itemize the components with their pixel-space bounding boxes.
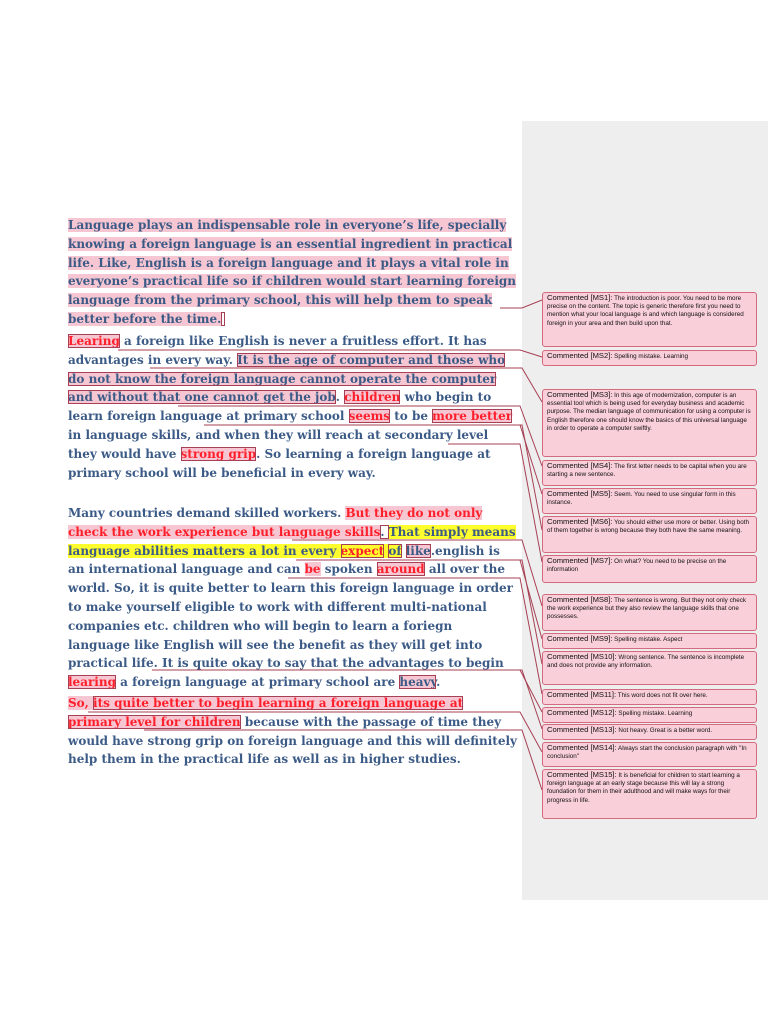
text-run: who begin to learn foreign language at primary school <box>68 390 492 424</box>
text-run: in language skills, and when they will reach at secondary level they would have <box>68 427 489 461</box>
text-run: Many countries demand skilled workers. <box>68 506 346 520</box>
comment-text: The sentence is wrong. But they not only check the work experience but they also review the language skills that one possesses. <box>547 597 747 621</box>
text-run: .english is an international language and can <box>68 543 500 577</box>
comment-balloon-ms12[interactable] <box>542 707 757 723</box>
comment-text: Seem. You need to use singular form in this instance. <box>547 491 736 507</box>
comment-balloon-ms2[interactable] <box>542 350 757 366</box>
comment-label: Commented [MS1]: <box>547 293 613 302</box>
comment-balloon-ms15[interactable] <box>542 769 757 819</box>
commented-word-so[interactable]: So, <box>68 696 94 710</box>
commented-range-ms1[interactable]: Language plays an indispensable role in everyone’s life, specially knowing a foreign language is an essential ingredient in practical life. Like, English is a foreign language and it plays a vital role in everyone’s practical life so if children would start learning foreign language from the primary school, this will help them to speak better before the time. <box>68 218 517 326</box>
comment-label: Commented [MS4]: <box>547 461 613 470</box>
comment-text: In this age of modernization, computer is an essential tool which is being used for everyday business and academic purpose. The median language of communication for using a computer is English therefore one should know the basics of this universal language in order to operate a computer swiftly. <box>547 392 751 432</box>
comment-balloon-ms10[interactable] <box>542 651 757 685</box>
comment-text: Spelling mistake. Learning <box>618 710 693 717</box>
text-run: all over the world. So, it is quite better to learn this foreign language in order to make yourself eligible to work with different multi-national companies etc. children who will begin to learn a foriegn language like English will see the benefit as they will get into practical life. It is quite okay to say that the advantages to begin <box>68 562 513 671</box>
commented-range-ms3[interactable]: It is the age of computer and those who do not know the foreign language cannot operate the computer and without that one cannot get the job <box>68 352 506 405</box>
paragraph-conclusion <box>68 694 518 769</box>
comment-label: Commented [MS7]: <box>547 556 613 565</box>
comment-anchor-ms1[interactable] <box>221 312 225 326</box>
comment-balloon-ms11[interactable] <box>542 689 757 705</box>
comment-text: Not heavy. Great is a better word. <box>618 727 713 734</box>
text-run: . <box>380 524 389 539</box>
highlighted-sentence-ms10[interactable]: That simply means language abilities matters a lot in every <box>68 524 516 558</box>
comment-balloon-ms8[interactable] <box>542 594 757 631</box>
comment-text: The first letter needs to be capital when you are starting a new sentence. <box>547 463 747 479</box>
comment-label: Commented [MS11]: <box>547 690 617 699</box>
comment-text: Spelling mistake. Learning <box>614 353 689 360</box>
comment-balloon-ms6[interactable] <box>542 516 757 553</box>
text-run: to be <box>390 409 433 424</box>
comment-text: The introduction is poor. You need to be more precise on the content. The topic is generic therefore first you need to mention what your local language is and which language is considered foreign in your area and then build upon that. <box>547 295 744 327</box>
paragraph-introduction <box>68 216 518 329</box>
comment-text: On what? You need to be precise on the information <box>547 558 727 574</box>
comment-label: Commented [MS6]: <box>547 517 613 526</box>
text-run: because with the passage of time they would have strong grip on foreign language and this will definitely help them in the practical life as well as in higher studies. <box>68 714 518 767</box>
error-phrase-more-better[interactable]: more better <box>432 409 513 424</box>
comment-label: Commented [MS12]: <box>547 708 617 717</box>
comment-label: Commented [MS2]: <box>547 351 613 360</box>
text-run: . So learning a foreign language at primary school will be beneficial in every way. <box>68 446 491 480</box>
comment-label: Commented [MS3]: <box>547 390 613 399</box>
comment-label: Commented [MS14]: <box>547 743 617 752</box>
text-run: . <box>436 675 441 690</box>
error-word-seems[interactable]: seems <box>348 409 391 424</box>
error-word-expect[interactable]: expect <box>340 543 385 558</box>
error-word-around[interactable]: around <box>376 562 425 577</box>
commented-range-ms15[interactable]: its quite better to begin learning a foreign language at primary level for children <box>68 696 464 729</box>
comment-balloon-ms9[interactable] <box>542 633 757 649</box>
paragraph-advantages <box>68 332 518 482</box>
commented-word-heavy[interactable]: heavy <box>399 675 437 690</box>
comment-text: It is beneficial for children to start learning a foreign language at an early stage because this will lay a strong foundation for them in their adulthood and will make ways for their progress in life. <box>547 772 740 804</box>
error-word-be[interactable]: be <box>304 562 321 577</box>
comment-text: Spelling mistake. Aspect <box>614 636 683 643</box>
commented-word-like[interactable]: like <box>405 543 431 558</box>
text-run: . <box>335 390 345 405</box>
comment-text: Always start the conclusion paragraph with "In conclusion" <box>547 745 747 761</box>
comment-label: Commented [MS8]: <box>547 595 613 604</box>
text-run: a foreign like English is never a fruitless effort. It has advantages in every way. <box>68 334 487 367</box>
comment-balloon-ms4[interactable] <box>542 460 757 486</box>
comment-label: Commented [MS5]: <box>547 489 613 498</box>
comment-text: This word does not fit over here. <box>617 692 708 699</box>
comment-balloon-ms1[interactable] <box>542 292 757 347</box>
error-word-learing[interactable]: Learing <box>68 334 120 348</box>
comment-label: Commented [MS9]: <box>547 634 613 643</box>
text-run: a foreign language at primary school are <box>115 675 400 690</box>
comment-label: Commented [MS13]: <box>547 725 617 734</box>
error-word-learing-2[interactable]: learing <box>68 675 116 690</box>
comment-text: You should either use more or better. Using both of them together is wrong because they both have the same meaning. <box>547 519 749 535</box>
text-run: spoken <box>320 562 377 577</box>
comment-label: Commented [MS10]: <box>547 652 617 661</box>
error-phrase-strong-grip[interactable]: strong grip <box>180 446 257 461</box>
comment-balloon-ms3[interactable] <box>542 389 757 457</box>
comment-balloon-ms14[interactable] <box>542 742 757 767</box>
error-word-children[interactable]: children <box>344 390 401 405</box>
paragraph-skilled-workers <box>68 504 518 692</box>
commented-range-ms8[interactable]: But they do not only check the work experience but language skills <box>68 506 483 539</box>
comment-balloon-ms13[interactable] <box>542 724 757 740</box>
highlighted-word-of[interactable]: of <box>388 543 402 558</box>
comment-label: Commented [MS15]: <box>547 770 617 779</box>
comment-balloon-ms7[interactable] <box>542 555 757 583</box>
comment-text: Wrong sentence. The sentence is incomplete and does not provide any information. <box>547 654 745 670</box>
comment-balloon-ms5[interactable] <box>542 488 757 514</box>
